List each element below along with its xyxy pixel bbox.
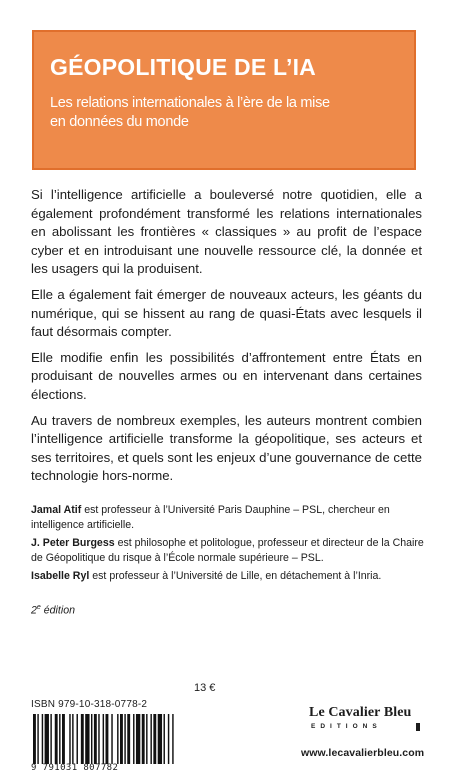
author-bio [31,569,431,584]
author-description: est philosophe et politologue, professeur et directeur de la Chaire de Géopolitique du risque à l’École normale supérieure – PSL. [31,537,424,564]
publisher-logo [309,705,424,730]
title-banner [32,30,416,170]
description-paragraph: Elle modifie enfin les possibilités d’affrontement entre États en produisant de nouvelles armes ou en intervenant dans certaines élections. [31,349,422,402]
publisher-name: Le Cavalier Bleu [309,705,412,720]
book-subtitle [50,94,380,132]
book-title: GÉOPOLITIQUE DE L’IA [50,54,316,80]
price: 13 € [194,682,216,694]
edition-number: 2 [31,604,37,617]
description-paragraph: Au travers de nombreux exemples, les auteurs montrent combien l’intelligence artificielle transforme la géopolitique, ses acteurs et ses territoires, et quels sont les enjeux d’une gouvernance de cette technologie hors-norme. [31,412,422,484]
author-name: J. Peter Burgess [31,537,115,550]
publisher-website: www.lecavalierbleu.com [301,747,425,759]
subtitle-line: en données du monde [50,114,189,130]
publisher-sub-text: EDITIONS [311,723,382,730]
logo-mark-icon [416,723,420,731]
back-cover-description [31,186,422,493]
author-bios [31,503,431,588]
author-bio [31,536,431,565]
subtitle-line: Les relations internationales à l’ère de la mise [50,95,330,111]
publisher-subtitle [309,723,424,730]
edition-suffix: e [36,604,41,611]
isbn: ISBN 979-10-318-0778-2 [31,699,148,710]
description-paragraph: Si l’intelligence artificielle a bouleversé notre quotidien, elle a également profondément transformé les relations internationales en abolissant les frontières « classiques » au profit de l’espace cyber et en introduisant une nouvelle ressource clé, la donnée et les usagers qui la produisent. [31,187,422,277]
author-bio [31,503,431,532]
description-paragraph: Elle a également fait émerger de nouveaux acteurs, les géants du numérique, qui se hissent au rang de quasi-États avec lesquels il faut désormais compter. [31,286,422,340]
barcode [31,714,236,764]
author-name: Isabelle Ryl [31,570,90,583]
author-name: Jamal Atif [31,504,82,516]
edition-label [31,604,75,617]
barcode-digits: 9 791031 807782 [31,763,119,773]
edition-text: édition [40,604,75,617]
author-description: est professeur à l’Université de Lille, en détachement à l’Inria. [89,570,382,583]
author-description: est professeur à l’Université Paris Dauphine – PSL, chercheur en intelligence artificielle. [31,504,390,531]
